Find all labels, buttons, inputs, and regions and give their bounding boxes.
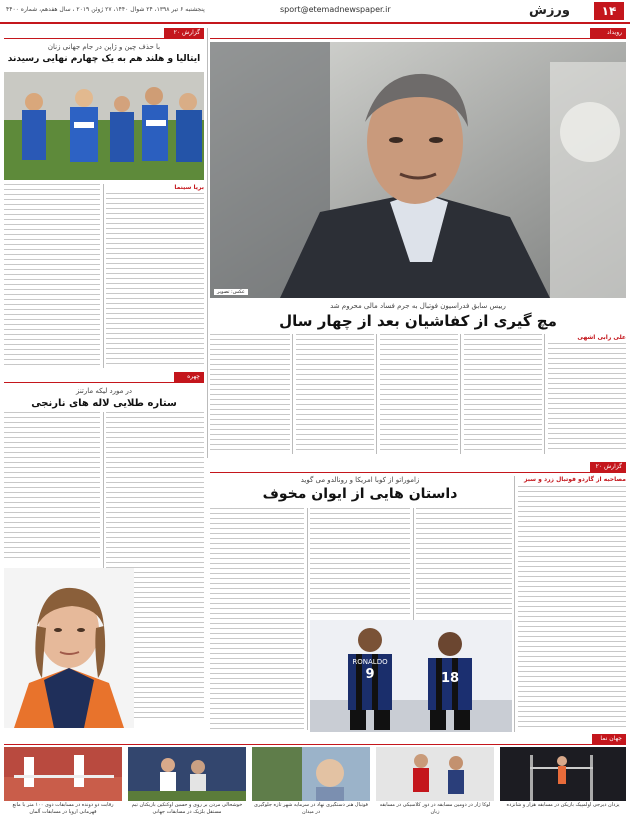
feature-article	[210, 462, 626, 732]
main-article	[210, 28, 626, 458]
photo-caption: لوکا ژار در دومین مسابقه در دور کلاسیکی در مسابقه زبان	[379, 802, 491, 815]
article-headline: مچ گیری از کفاشیان بعد از چهار سال	[279, 312, 557, 330]
left-top-article	[4, 28, 204, 368]
page-number: ۱۴	[594, 2, 624, 20]
article-headline: ستاره طلایی لاله های نارنجی	[31, 398, 177, 409]
photo-caption: خوشحالی مردن بر روی و حسین اوکتکین بازیکنان تیم مستقل بلژیک در مسابقات جهانی	[131, 802, 243, 815]
photo-credit: عکس: تصویر	[214, 289, 248, 295]
dateline: پنجشنبه ۶ تیر ۱۳۹۸، ۲۴ شوال ۱۴۴۰، ۲۷ ژوئن ۲۰۱۹ ، سال هفدهم، شماره ۴۴۰۰	[6, 6, 205, 13]
left-mid-article	[4, 372, 204, 730]
section-tag: رویداد	[590, 28, 626, 38]
article-kicker: با حذف چین و ژاپن در جام جهانی زنان	[47, 43, 161, 51]
svg-text:18: 18	[440, 671, 460, 686]
photo-caption: رقابت دو دونده در مسابقات دوی ۱۰۰ متر با مانع قهرمانی اروپا در مسابقات آلمان	[12, 802, 114, 815]
article-kicker: رییس سابق فدراسیون فوتبال به جرم فساد مالی محروم شد	[330, 302, 506, 310]
body-text-col-left	[4, 184, 100, 368]
article-byline: بریا سینما	[174, 184, 204, 191]
article-byline: مصاحبه از گاردو فوتبال زرد و سبز	[524, 476, 626, 483]
article-kicker: زاموراتو از کوبا امریکا و رونالدو می گوید	[300, 476, 420, 484]
photo-strip	[4, 734, 626, 818]
section-title: ورزش	[529, 3, 570, 18]
article-byline: علی رابی اشهی	[577, 334, 626, 341]
svg-text:RONALDO: RONALDO	[352, 658, 388, 666]
section-tag: گزارش ۲۰	[590, 462, 626, 472]
wrestling-photo	[376, 747, 494, 801]
section-email[interactable]: sport@etemadnewspaper.ir	[280, 5, 391, 14]
photo-caption: یزدان دیرجی اولمپیک بازیکن در مسابقه هزار و شانزده	[506, 802, 620, 808]
article-body	[210, 334, 626, 454]
svg-text:9: 9	[365, 667, 375, 682]
article-headline: ایتالیا و هلند هم به یک چهارم نهایی رسیدند	[7, 54, 201, 64]
photo-caption: فوتبال هنر دستگیری نهاد در سرمایه شهر تازه جلوگیری در میدان	[254, 802, 368, 815]
lieke-martens-portrait	[4, 568, 134, 728]
section-tag: گزارش ۲۰	[164, 28, 204, 38]
gymnastics-photo	[500, 747, 626, 801]
section-tag: چهره	[174, 372, 204, 382]
fan-mural-photo	[252, 747, 370, 801]
body-text-col-right	[106, 193, 204, 368]
celebration-photo	[128, 747, 246, 801]
kafashian-portrait-photo	[210, 42, 626, 298]
page-header	[0, 0, 630, 24]
article-kicker: در مورد لیکه مارتنز	[75, 387, 133, 395]
section-tag: جهان نما	[592, 734, 626, 744]
hurdles-photo	[4, 747, 122, 801]
football-celebration-photo	[4, 72, 204, 180]
ronaldo-zamorano-photo	[310, 620, 512, 732]
article-headline: داستان هایی از ایوان مخوف	[262, 486, 458, 502]
